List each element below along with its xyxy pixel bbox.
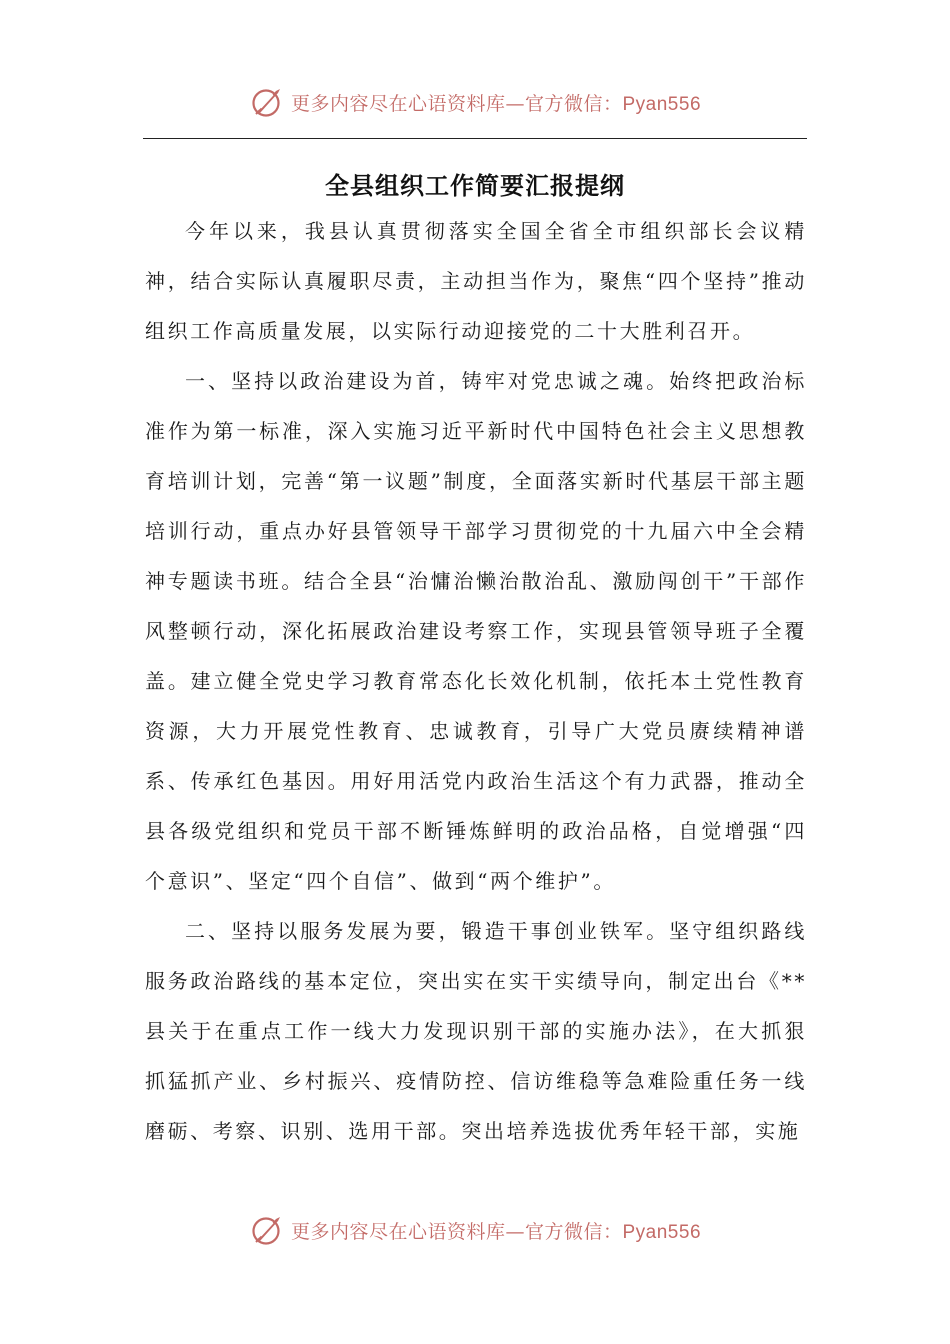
watermark-banner-bottom [0, 1208, 950, 1252]
paragraph-section-two: 二、坚持以服务发展为要，锻造干事创业铁军。坚守组织路线服务政治路线的基本定位，突出实在实干实绩导向，制定出台《**县关于在重点工作一线大力发现识别干部的实施办法》，在大抓狠抓猛抓产业、乡村振兴、疫情防控、信访维稳等急难险重任务一线磨砺、考察、识别、选用干部。突出培养选拔优秀年轻干部，实施 [145, 919, 807, 1143]
paragraph-section-one: 一、坚持以政治建设为首，铸牢对党忠诚之魂。始终把政治标准作为第一标准，深入实施习近平新时代中国特色社会主义思想教育培训计划，完善“第一议题”制度，全面落实新时代基层干部主题培训行动，重点办好县管领导干部学习贯彻党的十九届六中全会精神专题读书班。结合全县“治慵治懒治散治乱、激励闯创干”干部作风整顿行动，深化拓展政治建设考察工作，实现县管领导班子全覆盖。建立健全党史学习教育常态化长效化机制，依托本土党性教育资源，大力开展党性教育、忠诚教育，引导广大党员赓续精神谱系、传承红色基因。用好用活党内政治生活这个有力武器，推动全县各级党组织和党员干部不断锤炼鲜明的政治品格，自觉增强“四个意识”、坚定“四个自信”、做到“两个维护”。 [145, 369, 807, 893]
quill-logo-icon [249, 1212, 285, 1248]
paragraph-intro: 今年以来，我县认真贯彻落实全国全省全市组织部长会议精神，结合实际认真履职尽责，主动担当作为，聚焦“四个坚持”推动组织工作高质量发展，以实际行动迎接党的二十大胜利召开。 [145, 219, 807, 343]
watermark-wechat-id: Pyan556 [622, 93, 702, 115]
quill-logo-icon [249, 84, 285, 120]
watermark-wechat-id: Pyan556 [622, 1221, 702, 1243]
watermark-text: 更多内容尽在心语资料库—官方微信： [290, 1220, 623, 1243]
header-divider [143, 138, 807, 139]
document-title: 全县组织工作简要汇报提纲 [325, 171, 625, 200]
watermark-text: 更多内容尽在心语资料库—官方微信： [290, 92, 623, 115]
document-body [145, 206, 807, 1156]
watermark-banner-top [0, 80, 950, 124]
